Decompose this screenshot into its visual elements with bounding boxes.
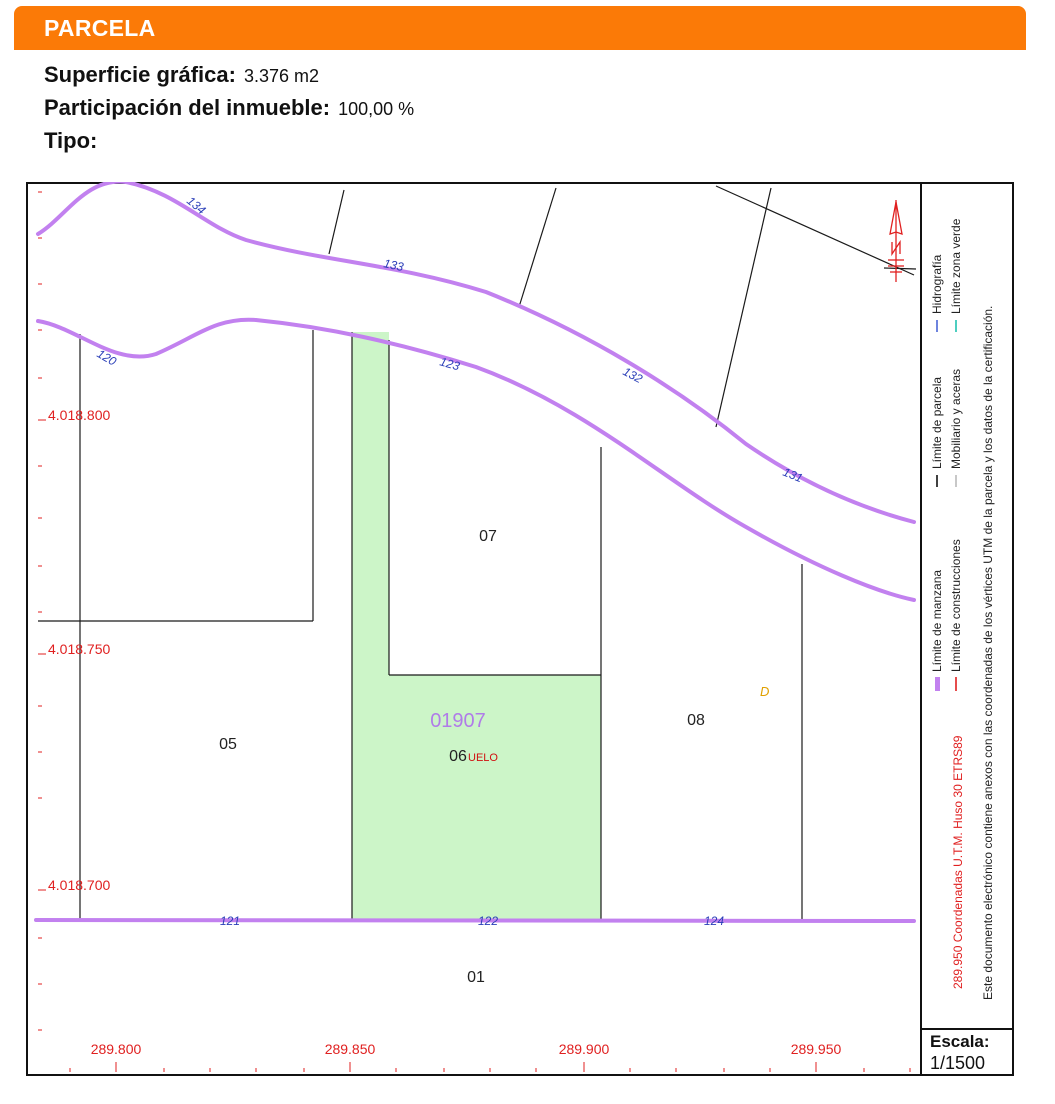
contour-label: 121	[220, 914, 241, 928]
legend-bottom-line	[920, 1028, 1014, 1030]
grid-ticks	[38, 192, 910, 1072]
contour-label: 122	[478, 914, 499, 928]
easting-label: 289.950	[790, 1041, 842, 1057]
surface-value: 3.376 m2	[243, 66, 320, 86]
easting-labels	[91, 1041, 842, 1057]
parcel-label: 05	[219, 736, 237, 753]
easting-label: 289.850	[324, 1041, 376, 1057]
header-title: PARCELA	[44, 15, 156, 41]
northing-label: 4.018.750	[48, 641, 111, 657]
northing-labels	[48, 407, 110, 893]
marker-d-label: D	[760, 684, 770, 699]
surface-label: Superficie gráfica:	[44, 62, 236, 87]
parcel-label: 07	[479, 528, 497, 545]
boundary-line	[716, 188, 771, 427]
type-label: Tipo:	[44, 128, 98, 153]
boundary-line	[716, 186, 914, 275]
surface-row	[44, 62, 319, 88]
contour-label: 134	[184, 193, 209, 218]
coordinates-note: 289.950 Coordenadas U.T.M. Huso 30 ETRS89	[951, 735, 965, 989]
legend-item: Límite de construcciones	[949, 539, 963, 672]
contour-label: 123	[438, 354, 462, 374]
legend-item: Límite zona verde	[949, 218, 963, 314]
legend-footnote: Este documento electrónico contiene anexos con las coordenadas de los vértices UTM de la parcela y los datos de la certificación.	[981, 305, 995, 1000]
legend-item: Límite de manzana	[930, 569, 944, 672]
cadastral-map	[26, 182, 1014, 1076]
manzana-line-south	[38, 320, 914, 600]
participation-row	[44, 95, 414, 121]
contour-label: 120	[94, 346, 119, 369]
parcel-label: 08	[687, 712, 705, 729]
parcel-reference: 01907	[430, 710, 486, 732]
easting-label: 289.800	[90, 1041, 142, 1057]
legend-item: Mobiliario y aceras	[949, 368, 963, 469]
header-bar	[14, 6, 1026, 50]
scale-value: 1/1500	[930, 1053, 986, 1073]
scale-label: Escala:	[930, 1032, 990, 1051]
northing-label: 4.018.700	[48, 877, 111, 893]
legend-item: Límite de parcela	[930, 376, 944, 469]
type-row	[44, 128, 97, 154]
easting-label: 289.900	[558, 1041, 610, 1057]
boundary-line	[884, 268, 916, 269]
boundary-line	[329, 190, 344, 254]
participation-label: Participación del inmueble:	[44, 95, 331, 120]
contour-label: 131	[780, 464, 805, 486]
legend-panel	[922, 184, 1014, 1028]
contour-label: 133	[382, 256, 405, 275]
contour-label: 124	[704, 914, 725, 928]
manzana-swatch	[935, 677, 940, 691]
northing-label: 4.018.800	[48, 407, 111, 423]
manzana-line-bottom	[36, 920, 914, 921]
parcel-label: 06	[449, 748, 467, 765]
parcel-label: 01	[467, 969, 485, 986]
participation-value: 100,00 %	[338, 99, 415, 119]
contour-label: 132	[620, 364, 645, 387]
land-use-label: UELO	[468, 752, 498, 764]
legend-item: Hidrografía	[930, 254, 944, 314]
boundary-line	[519, 188, 556, 307]
